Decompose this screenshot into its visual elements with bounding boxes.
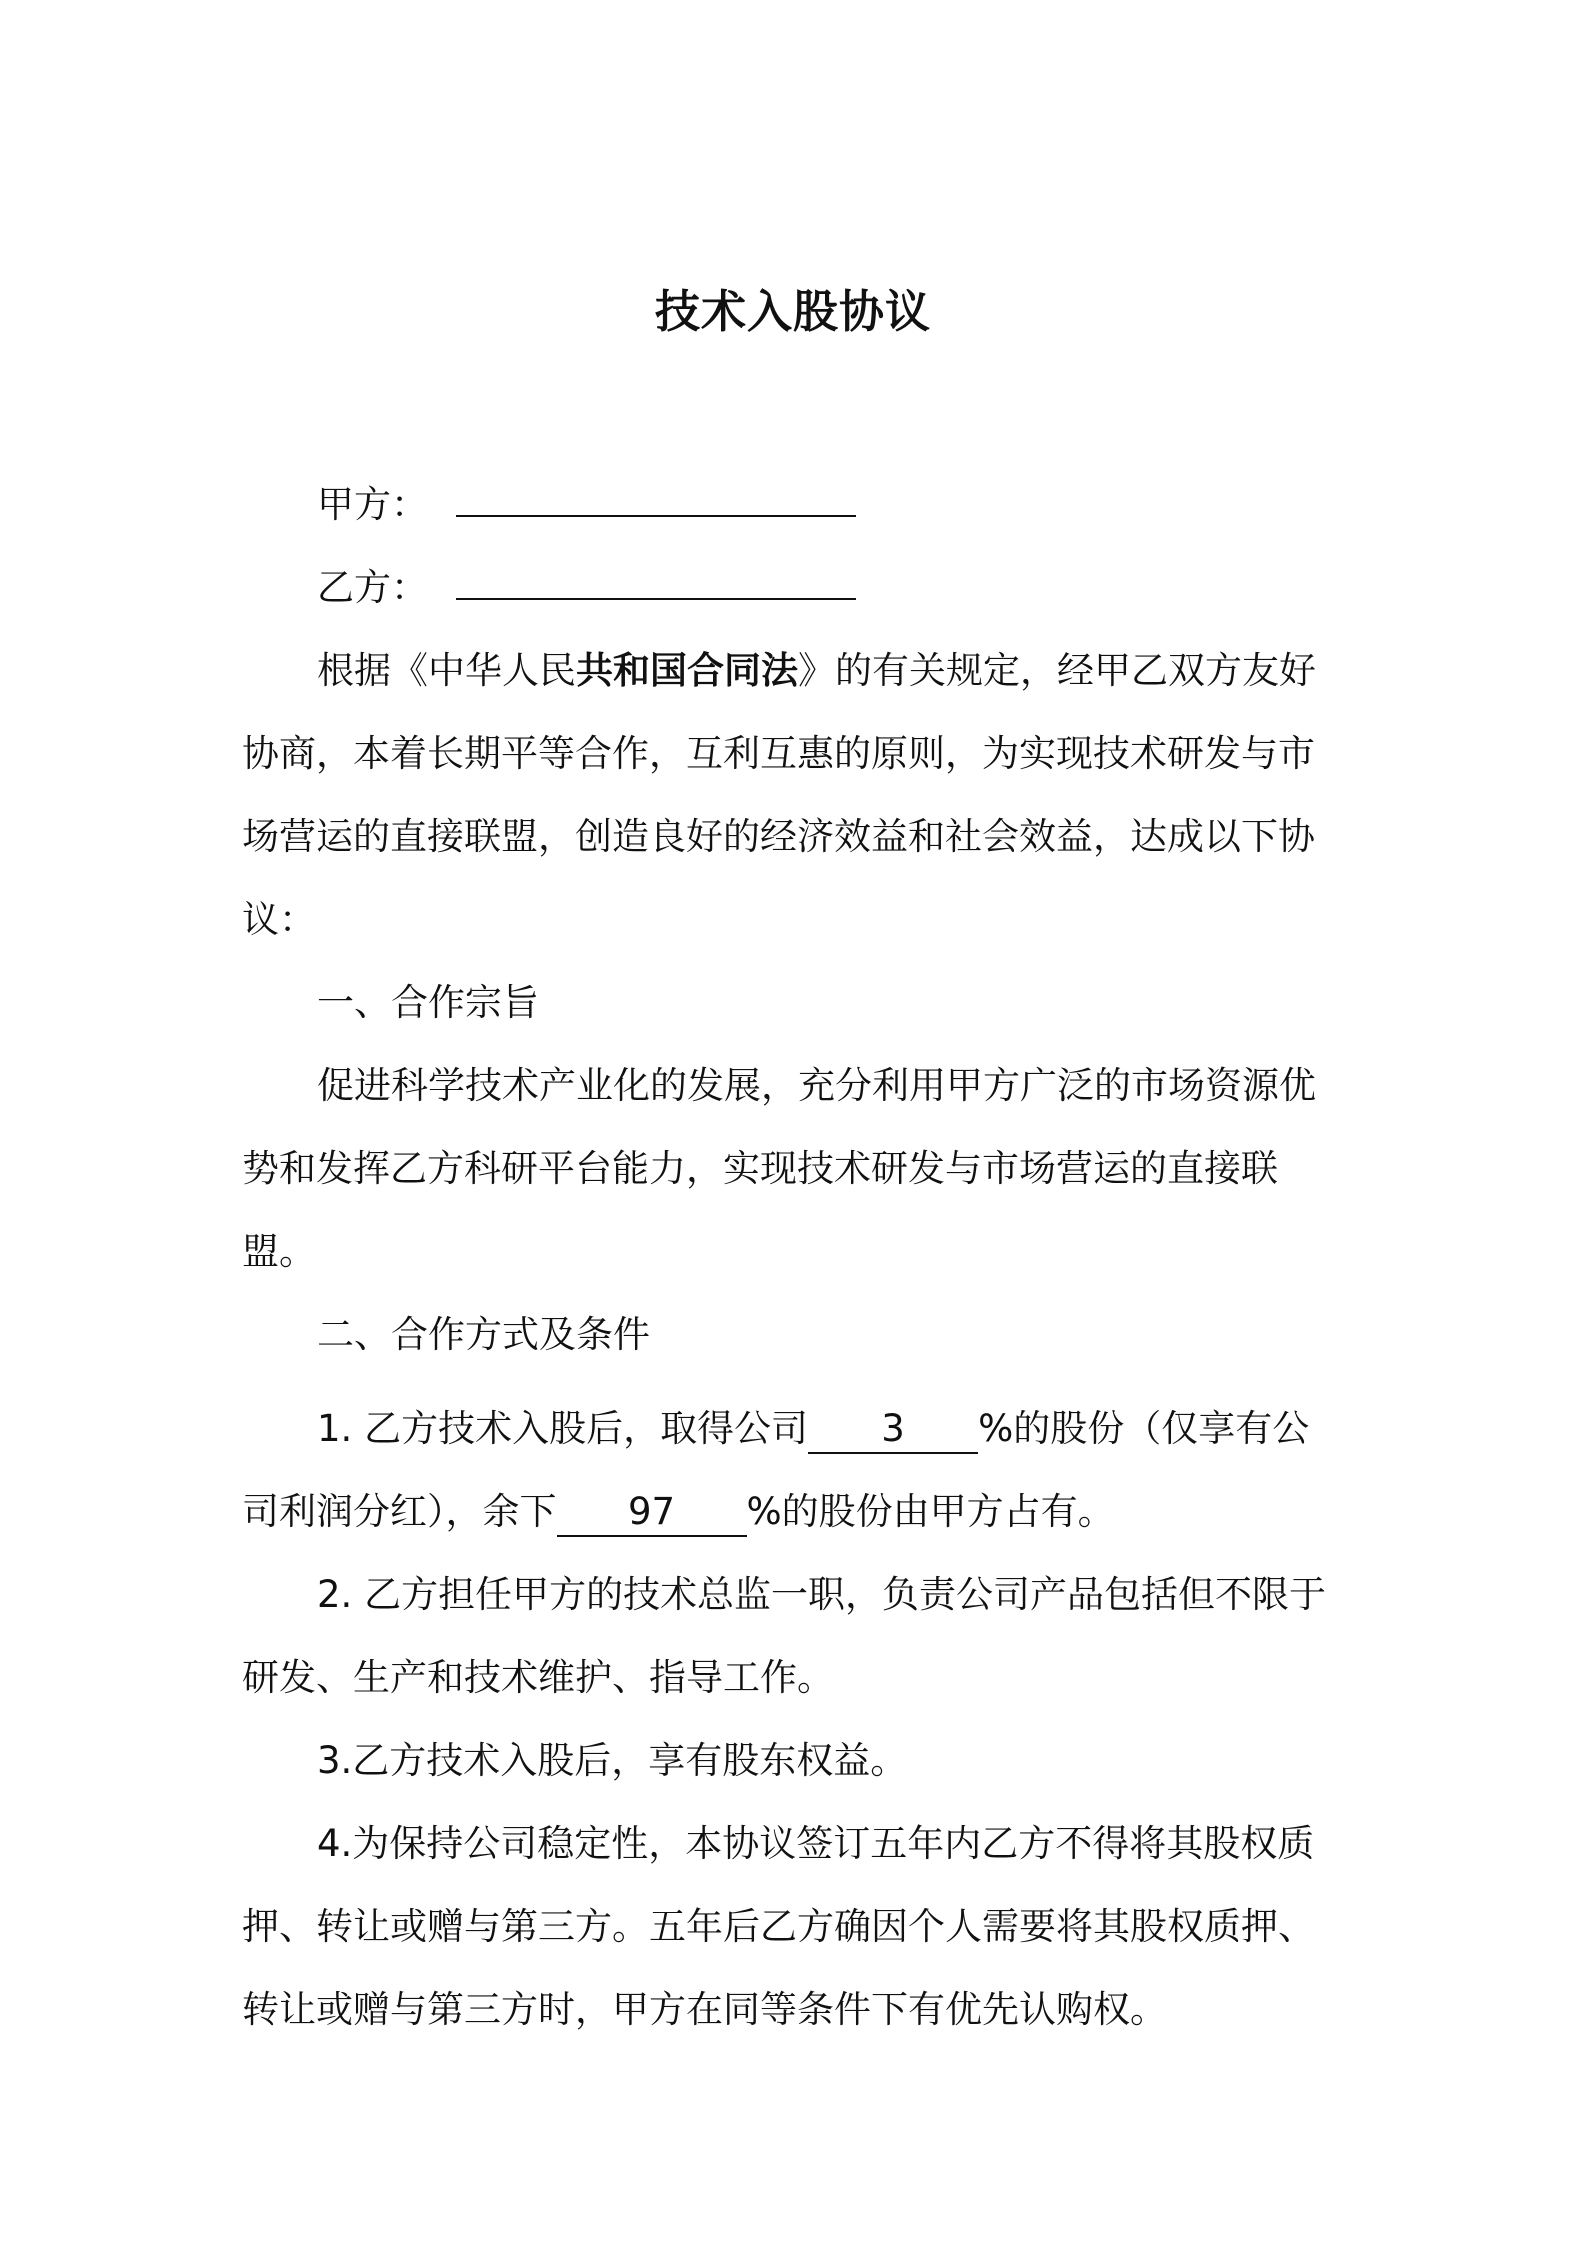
party-a-blank[interactable] — [456, 481, 856, 517]
clause-2-line-2: 研发、生产和技术维护、指导工作。 — [242, 1656, 834, 1699]
section1-line-2: 势和发挥乙方科研平台能力，实现技术研发与市场营运的直接联 — [242, 1147, 1278, 1190]
clause-4-line-2: 押、转让或赠与第三方。五年后乙方确因个人需要将其股权质押、 — [242, 1905, 1315, 1948]
section1-heading: 一、合作宗旨 — [317, 981, 539, 1024]
section2-heading: 二、合作方式及条件 — [317, 1313, 650, 1356]
intro-line-4: 议： — [242, 898, 316, 941]
intro-line-1: 根据《中华人民共和国合同法》的有关规定，经甲乙双方友好 — [317, 649, 1316, 692]
party-b-blank[interactable] — [456, 564, 856, 600]
party-a-label: 甲方： — [317, 483, 428, 526]
clause-1-line-1: 1. 乙方技术入股后，取得公司 3 %的股份（仅享有公 — [317, 1404, 1352, 1454]
intro-line-3: 场营运的直接联盟，创造良好的经济效益和社会效益，达成以下协 — [242, 815, 1315, 858]
share-percent-b-field[interactable]: 3 — [808, 1404, 978, 1454]
intro-line-2: 协商，本着长期平等合作，互利互惠的原则，为实现技术研发与市 — [242, 732, 1315, 775]
party-a-line — [317, 480, 1352, 530]
law-name: 共和国合同法 — [576, 649, 798, 692]
clause-3: 3.乙方技术入股后，享有股东权益。 — [317, 1739, 908, 1782]
clause-1-line-2: 司利润分红），余下 97 %的股份由甲方占有。 — [242, 1487, 1352, 1537]
clause-4-line-3: 转让或赠与第三方时，甲方在同等条件下有优先认购权。 — [242, 1988, 1167, 2031]
clause-4-line-1: 4.为保持公司稳定性，本协议签订五年内乙方不得将其股权质 — [317, 1822, 1315, 1865]
party-b-line — [317, 563, 1352, 613]
clause-2-line-1: 2. 乙方担任甲方的技术总监一职，负责公司产品包括但不限于 — [317, 1573, 1327, 1616]
section1-line-3: 盟。 — [242, 1230, 316, 1273]
section1-line-1: 促进科学技术产业化的发展，充分利用甲方广泛的市场资源优 — [317, 1064, 1316, 1107]
share-percent-a-field[interactable]: 97 — [557, 1487, 747, 1537]
document-title: 技术入股协议 — [654, 285, 931, 338]
party-b-label: 乙方： — [317, 566, 428, 609]
